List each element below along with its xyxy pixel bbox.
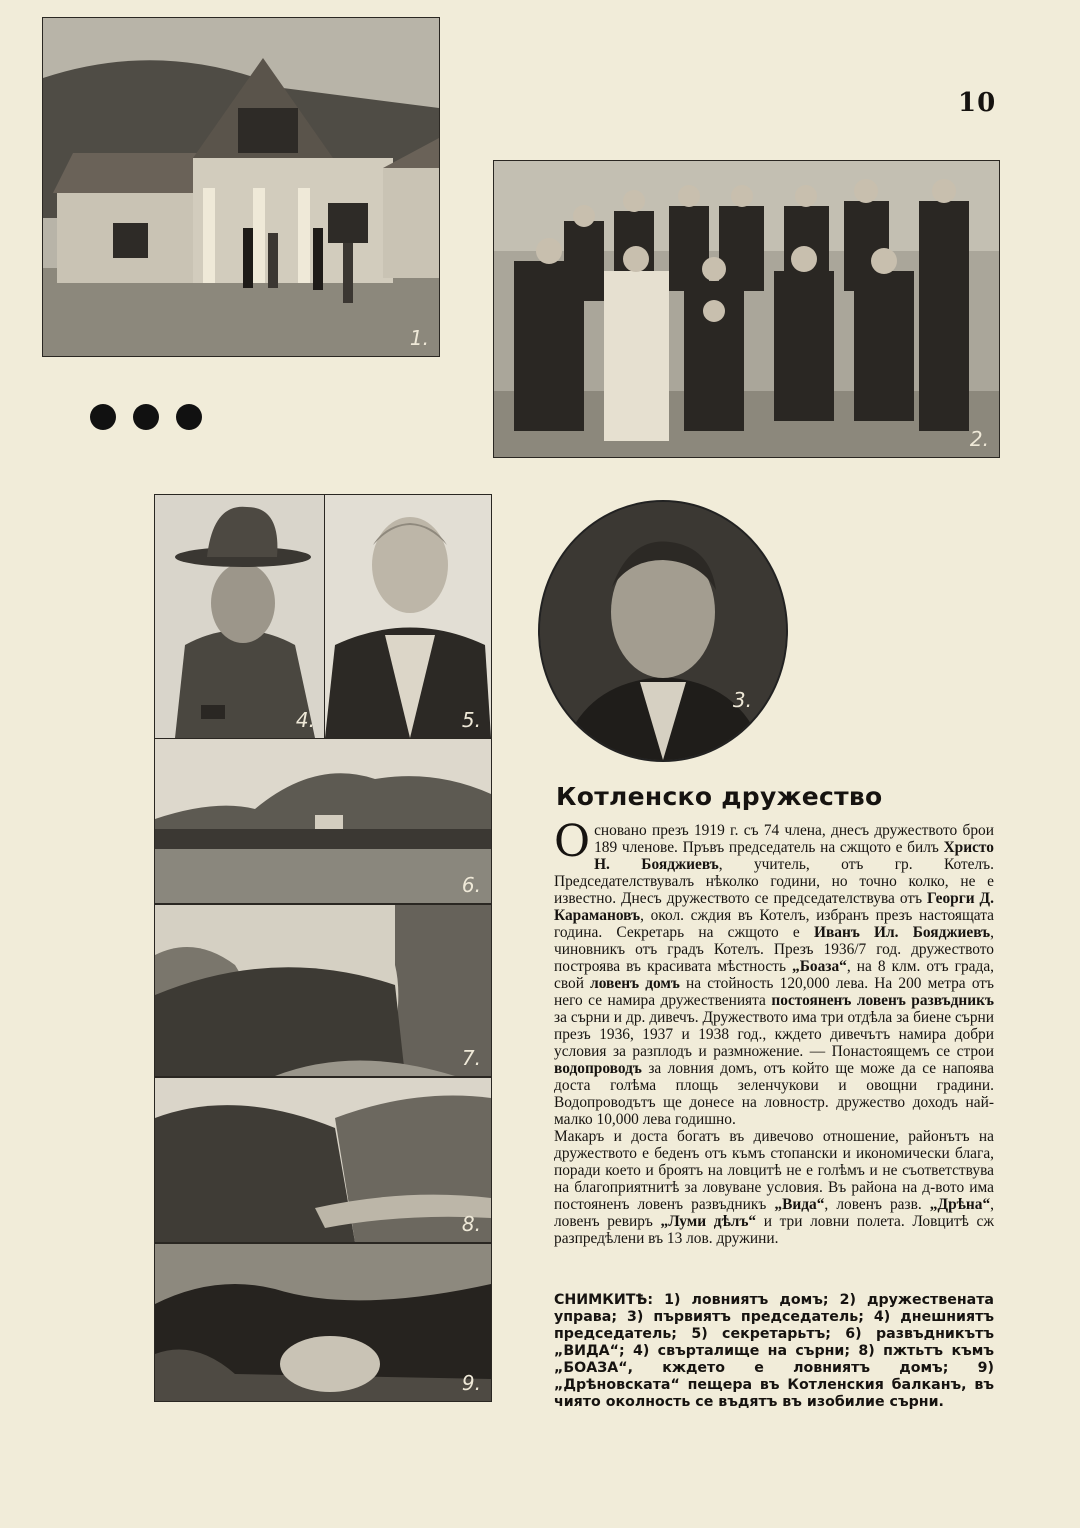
valley-illustration <box>155 1078 491 1242</box>
lodge-illustration <box>43 18 439 356</box>
photo-number: 2. <box>969 427 989 451</box>
person-name: Христо Н. Бояджиевъ <box>594 839 994 873</box>
text-run: , учитель, отъ гр. Котелъ. Председателствувалъ нѣколко години, но точно колко, не е известно. Днесъ дружеството се председателствува отъ <box>554 856 994 907</box>
emphasis: водопроводъ <box>554 1060 642 1077</box>
portrait-secretary-illustration <box>325 495 491 738</box>
portrait-chairman-illustration <box>540 502 786 760</box>
place-name: „Луми дѣлъ“ <box>660 1213 757 1230</box>
text-run: , окол. сждия въ Котелъ, избранъ презъ настоящата година. Секретарь на сжщото е <box>554 907 994 941</box>
article-paragraph <box>554 1128 994 1247</box>
drop-cap: О <box>554 816 591 867</box>
decorative-dots <box>90 404 202 430</box>
photo-number: 5. <box>461 708 481 732</box>
photo-secretary <box>324 494 492 739</box>
photo-number: 7. <box>461 1046 481 1070</box>
photo-number: 4. <box>295 708 315 732</box>
text-run: на стойность 120,000 лева. На 200 метра отъ него се намира дружественията <box>554 975 994 1009</box>
emphasis: постояненъ ловенъ развъдникъ <box>771 992 994 1009</box>
text-run: , ловенъ ревиръ <box>554 1196 994 1230</box>
dot-icon <box>90 404 116 430</box>
photo-number: 1. <box>409 326 429 350</box>
photo-drenovska-cave <box>154 1243 492 1402</box>
text-run: , ловенъ разв. <box>824 1196 930 1213</box>
photo-number: 6. <box>461 873 481 897</box>
photo-number: 3. <box>732 688 752 712</box>
text-run: за ловния домъ, отъ който ще може да се напоява доста голѣма площь зеленчукови и овощни градини. Водопроводътъ ще донесе на ловностр. дружество доходъ най-малко 10,000 лева годишно. <box>554 1060 994 1128</box>
cliffs-illustration <box>155 905 491 1076</box>
text-run: и три ловни полета. Ловцитѣ сж разпредѣлени въ 13 лов. дружини. <box>554 1213 994 1247</box>
dot-icon <box>133 404 159 430</box>
page-number: 10 <box>958 88 997 118</box>
photo-number: 9. <box>461 1371 481 1395</box>
photo-deer-hideout <box>154 904 492 1077</box>
photo-society-board <box>493 160 1000 458</box>
article-title: Котленско дружество <box>556 782 883 811</box>
photo-captions: СНИМКИТѢ: 1) ловниятъ домъ; 2) дружествената управа; 3) първиятъ председатель; 4) днешниятъ председатель; 5) секретарьтъ; 6) развъдникътъ „ВИДА“; 4) свърталище на сърни; 8) пжтьтъ къмъ „БОАЗА“, кждето е ловниятъ домъ; 9) „Дрѣновската“ пещера въ Котленския балканъ, въ чиято околность се въдятъ въ изобилие сърни. <box>554 1292 994 1410</box>
text-run: , на 8 клм. отъ града, свой <box>554 958 994 992</box>
photo-first-chairman <box>538 500 788 762</box>
person-name: Георги Д. Карамановъ <box>554 890 994 924</box>
photo-hunting-lodge <box>42 17 440 357</box>
place-name: „Дрѣна“ <box>929 1196 991 1213</box>
place-name: „Боаза“ <box>792 958 847 975</box>
photo-current-chairman <box>154 494 326 739</box>
person-name: Иванъ Ил. Бояджиевъ <box>813 924 991 941</box>
text-run: Макаръ и доста богатъ въ дивечово отношение, районътъ на дружеството е беденъ отъ къмъ стопански и икономически блага, поради което и броятъ на ловцитѣ не е голѣмъ и не съответствува на благоприятнитѣ за ловуване условия. Въ района на д-вото има постояненъ ловенъ развъдникъ <box>554 1128 994 1213</box>
group-illustration <box>494 161 999 457</box>
article-paragraph <box>554 816 994 1128</box>
text-run: за сърни и др. дивечъ. Дружеството има три отдѣла за биене сърни презъ 1936, 1937 и 1938 год., кждето дивечътъ намира добри условия за разплодъ и размножение. — Понастоящемъ се строи <box>554 1009 994 1060</box>
photo-number: 8. <box>461 1212 481 1236</box>
cave-illustration <box>155 1244 491 1401</box>
dot-icon <box>176 404 202 430</box>
place-name: „Вида“ <box>774 1196 825 1213</box>
portrait-hat-illustration <box>155 495 325 738</box>
photo-road-to-boaza <box>154 1077 492 1243</box>
text-run: сновано презъ 1919 г. съ 74 члена, днесъ дружеството брои 189 членове. Пръвъ председатель на сжщото е билъ <box>594 822 994 856</box>
text-run: , чиновникъ отъ градъ Котелъ. Презъ 1936/7 год. дружеството построява въ красивата мѣстность <box>554 924 994 975</box>
lake-illustration <box>155 739 491 903</box>
emphasis: ловенъ домъ <box>590 975 680 992</box>
photo-vida-breeding-ground <box>154 738 492 904</box>
article-body <box>554 816 994 1247</box>
